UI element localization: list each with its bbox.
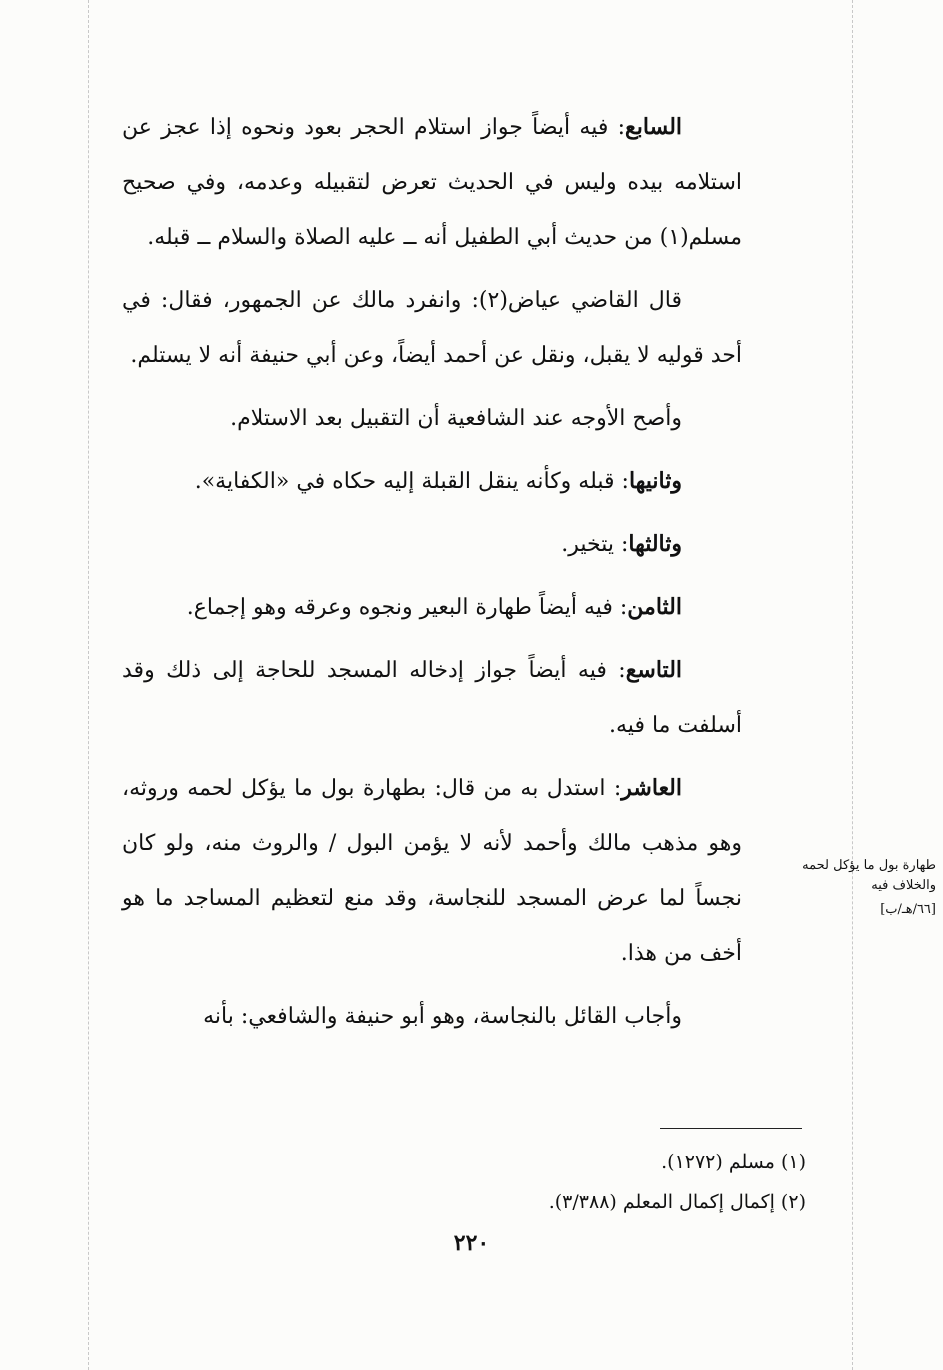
footnote-2: (٢) إكمال إكمال المعلم (٣/٣٨٨).: [548, 1191, 806, 1213]
paragraph-text: فيه أيضاً جواز استلام الحجر بعود ونحوه إذا عجز عن استلامه بيده وليس في الحديث تعرض لتقبيله وعدمه، وفي صحيح مسلم(١) من حديث أبي الطفيل أنه ــ عليه الصلاة والسلام ــ قبله.: [122, 115, 742, 250]
page-guide-line: [88, 0, 89, 1370]
paragraph-label: العاشر: [621, 775, 683, 801]
footnote-1: (١) مسلم (١٢٧٢).: [661, 1151, 806, 1173]
paragraph-label: السابع: [625, 114, 683, 140]
paragraph-text: يتخير.: [561, 532, 614, 557]
paragraph-eighth: الثامن: فيه أيضاً طهارة البعير ونجوه وعرقه وهو إجماع.: [122, 580, 742, 635]
paragraph-label: وثانيها: [628, 468, 682, 494]
footnotes: [380, 1142, 806, 1222]
paragraph-text: وأجاب القائل بالنجاسة، وهو أبو حنيفة والشافعي: بأنه: [203, 1004, 682, 1029]
paragraph-text: استدل به من قال: بطهارة بول ما يؤكل لحمه وروثه، وهو مذهب مالك وأحمد لأنه لا يؤمن البول / والروث منه، ولو كان نجساً لما عرض المسجد للنجاسة، وقد منع لتعظيم المساجد ما هو أخف من هذا.: [122, 776, 742, 966]
paragraph-ninth: التاسع: فيه أيضاً جواز إدخاله المسجد للحاجة إلى ذلك وقد أسلفت ما فيه.: [122, 657, 742, 738]
paragraph-text: فيه أيضاً طهارة البعير ونجوه وعرقه وهو إجماع.: [186, 595, 613, 620]
paragraph-most-correct: [122, 391, 742, 446]
body-text: [122, 100, 742, 1052]
page-guide-line: [852, 0, 853, 1370]
paragraph-text: قال القاضي عياض(٢): وانفرد مالك عن الجمهور، فقال: في أحد قوليه لا يقبل، ونقل عن أحمد أيضاً، وعن أبي حنيفة أنه لا يستلم.: [122, 288, 742, 368]
paragraph-label: التاسع: [625, 657, 683, 683]
paragraph-tenth: العاشر: استدل به من قال: بطهارة بول ما يؤكل لحمه وروثه، وهو مذهب مالك وأحمد لأنه لا يؤمن البول / والروث منه، ولو كان نجساً لما عرض المسجد للنجاسة، وقد منع لتعظيم المساجد ما هو أخف من هذا.: [122, 775, 742, 966]
margin-note-title: طهارة بول ما يؤكل لحمه والخلاف فيه: [802, 858, 936, 893]
paragraph-text: وأصح الأوجه عند الشافعية أن التقبيل بعد الاستلام.: [230, 406, 682, 431]
page-number: ٢٢٠: [453, 1230, 490, 1256]
paragraph-qadi-iyad: [122, 273, 742, 383]
paragraph-text: قبله وكأنه ينقل القبلة إليه حكاه في «الكفاية».: [194, 469, 615, 494]
paragraph-label: الثامن: [627, 594, 682, 620]
paragraph-third: وثالثها: يتخير.: [122, 517, 742, 572]
margin-note-reference: [٦٦/هـ/ب]: [880, 902, 936, 917]
margin-note: [800, 856, 936, 920]
paragraph-label: وثالثها: [628, 531, 682, 557]
paragraph-seventh: السابع: فيه أيضاً جواز استلام الحجر بعود ونحوه إذا عجز عن استلامه بيده وليس في الحديث تعرض لتقبيله وعدمه، وفي صحيح مسلم(١) من حديث أبي الطفيل أنه ــ عليه الصلاة والسلام ــ قبله.: [122, 114, 742, 250]
paragraph-answer: [122, 989, 742, 1044]
footnote-separator: [660, 1128, 802, 1129]
paragraph-second: وثانيها: قبله وكأنه ينقل القبلة إليه حكاه في «الكفاية».: [122, 454, 742, 509]
paragraph-text: فيه أيضاً جواز إدخاله المسجد للحاجة إلى ذلك وقد أسلفت ما فيه.: [122, 658, 742, 738]
